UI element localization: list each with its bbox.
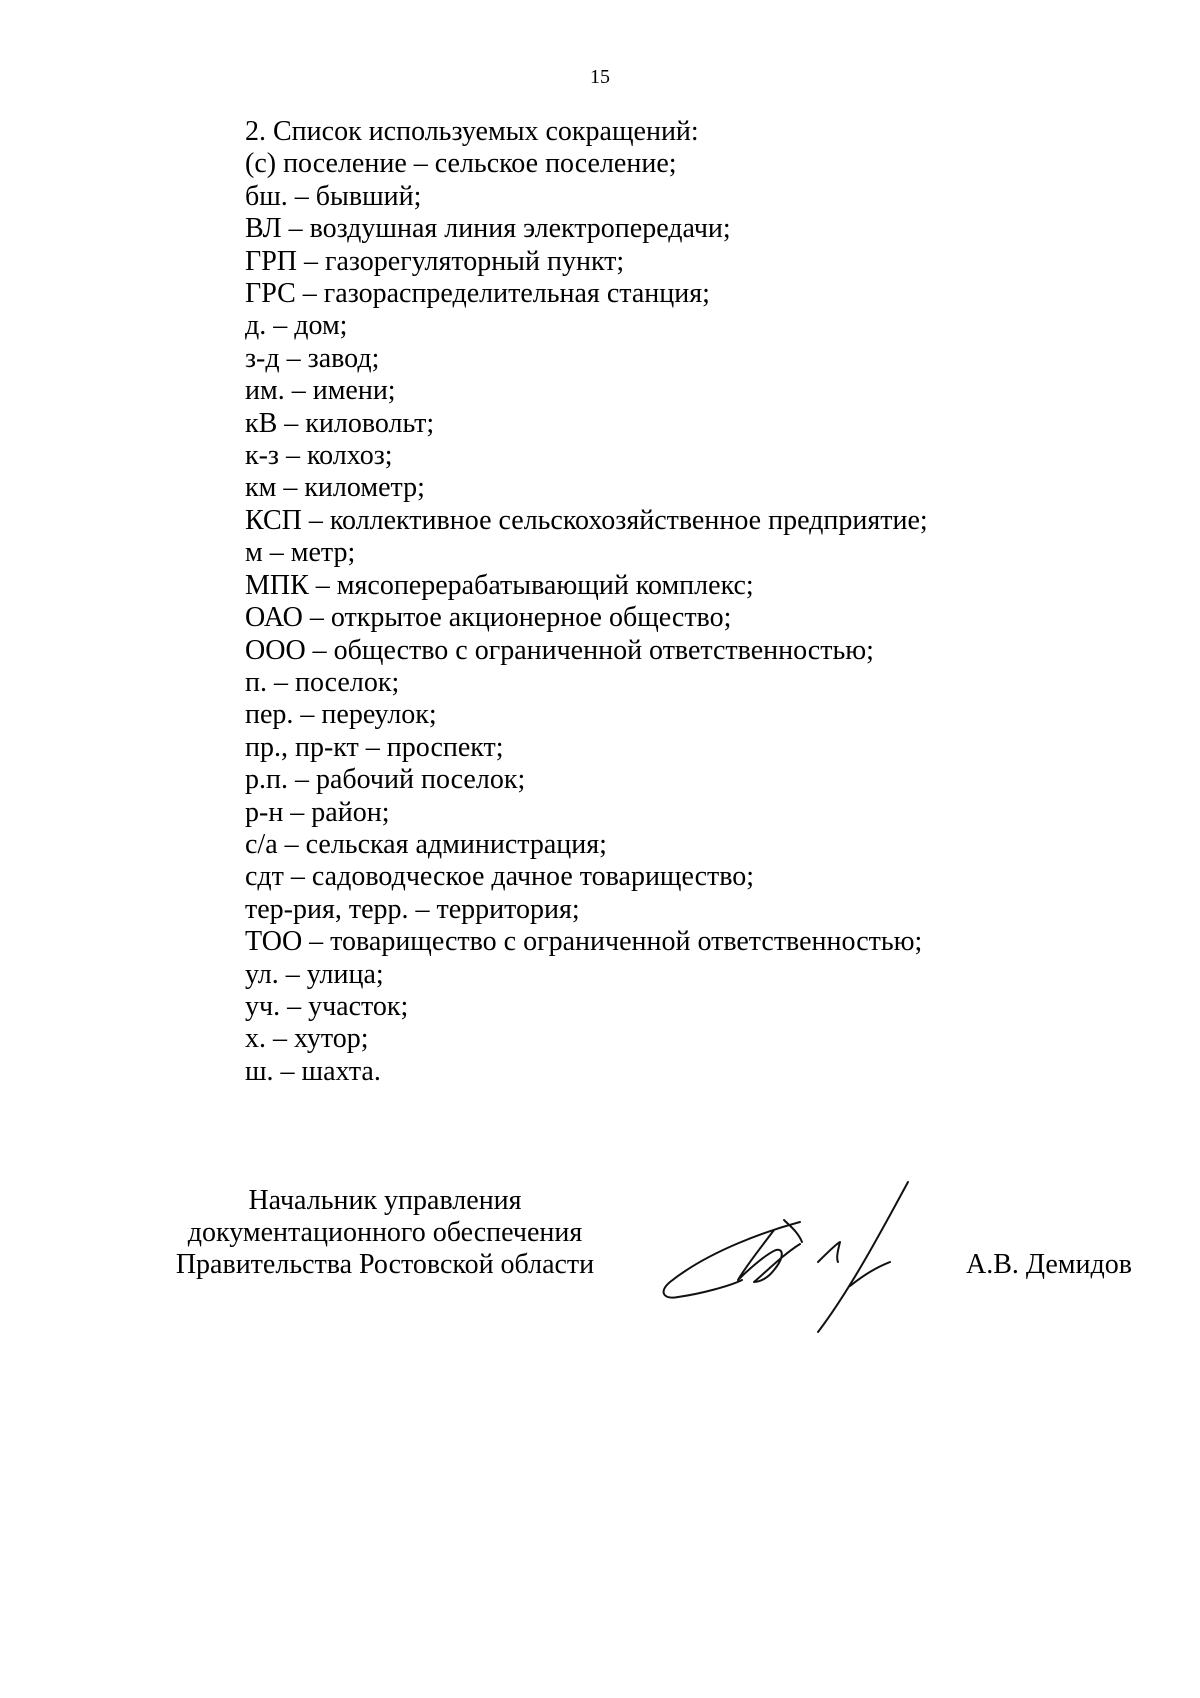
- abbreviation-item: ш. – шахта.: [245, 1055, 381, 1087]
- signature-stroke: [738, 1230, 800, 1282]
- signatory-position-line: Начальник управления: [248, 1185, 522, 1216]
- abbreviation-item: ВЛ – воздушная линия электропередачи;: [245, 213, 731, 245]
- abbreviation-item: д. – дом;: [245, 310, 348, 342]
- signature-stroke: [818, 1182, 908, 1332]
- abbreviation-item: тер-рия, терр. – территория;: [245, 893, 580, 925]
- abbreviation-item: (с) поселение – сельское поселение;: [245, 148, 677, 180]
- abbreviation-item: п. – поселок;: [245, 666, 400, 698]
- abbreviation-item: ГРП – газорегуляторный пункт;: [245, 245, 625, 277]
- abbreviation-list: [245, 116, 928, 1088]
- abbreviation-item: кВ – киловольт;: [245, 407, 435, 439]
- abbreviation-item: сдт – садоводческое дачное товарищество;: [245, 861, 755, 893]
- page-number: 15: [590, 66, 610, 88]
- abbreviation-item: ГРС – газораспределительная станция;: [245, 278, 710, 310]
- abbreviation-item: к-з – колхоз;: [245, 440, 393, 472]
- signatory-position-line: документационного обеспечения: [187, 1217, 583, 1248]
- abbreviation-item: км – километр;: [245, 472, 425, 504]
- abbreviation-heading: 2. Список используемых сокращений:: [245, 116, 699, 147]
- abbreviation-item: КСП – коллективное сельскохозяйственное предприятие;: [245, 504, 928, 536]
- handwritten-signature: [650, 1170, 940, 1340]
- abbreviation-item: им. – имени;: [245, 375, 396, 407]
- abbreviation-item: с/а – сельская администрация;: [245, 828, 607, 860]
- abbreviation-item: р-н – район;: [245, 796, 390, 828]
- abbreviation-item: ОАО – открытое акционерное общество;: [245, 602, 732, 634]
- abbreviation-item: ул. – улица;: [245, 958, 384, 990]
- signer-name: А.В. Демидов: [966, 1249, 1132, 1280]
- abbreviation-item: уч. – участок;: [245, 990, 409, 1022]
- abbreviation-item: ТОО – товарищество с ограниченной ответственностью;: [245, 926, 923, 958]
- abbreviation-item: х. – хутор;: [245, 1023, 369, 1055]
- abbreviation-item: бш. – бывший;: [245, 180, 422, 212]
- abbreviation-item: пер. – переулок;: [245, 699, 437, 731]
- abbreviation-item: ООО – общество с ограниченной ответственностью;: [245, 634, 874, 666]
- abbreviation-item: з-д – завод;: [245, 342, 380, 374]
- abbreviation-item: пр., пр-кт – проспект;: [245, 731, 504, 763]
- signature-stroke: [818, 1242, 840, 1262]
- abbreviation-item: р.п. – рабочий поселок;: [245, 764, 526, 796]
- abbreviation-item: МПК – мясоперерабатывающий комплекс;: [245, 569, 754, 601]
- abbreviation-item: м – метр;: [245, 537, 356, 569]
- signatory-position-line: Правительства Ростовской области: [175, 1249, 595, 1280]
- signatory-position: [160, 1185, 610, 1281]
